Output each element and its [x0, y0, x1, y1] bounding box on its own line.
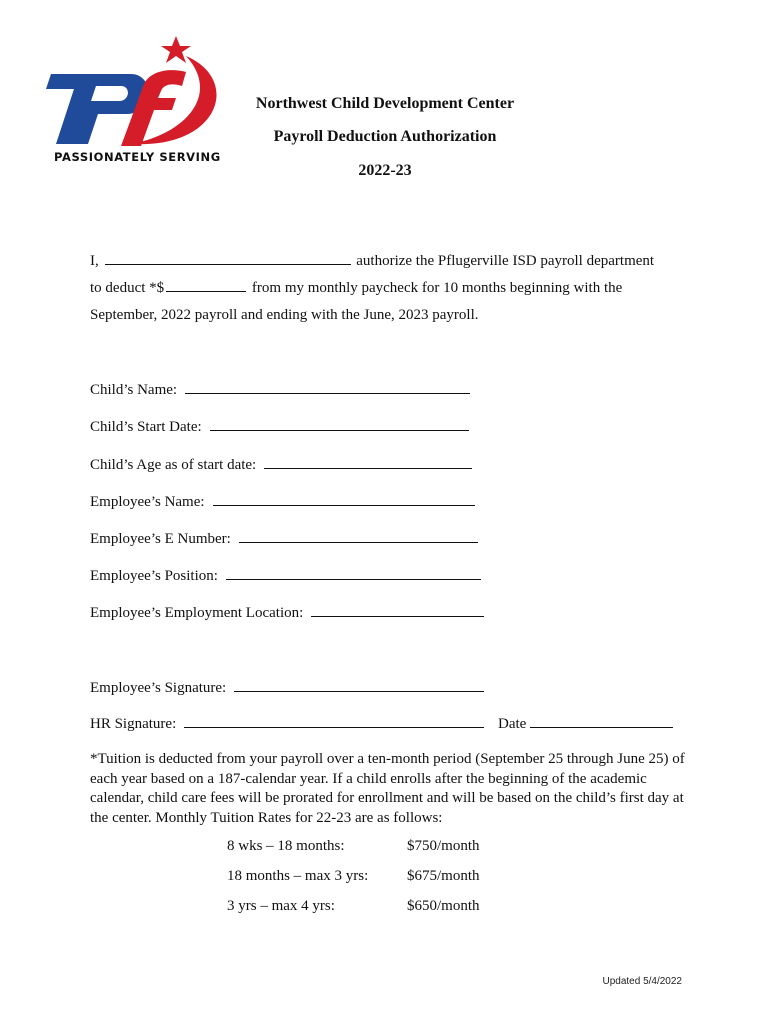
- tuition-note: *Tuition is deducted from your payroll over a ten-month period (September 25 through June 25) of each year based on a 187-calendar year. If a child enrolls after the beginning of the academic calendar, child care fees will be prorated for enrollment and will be based on the child’s first day at the center. Monthly Tuition Rates for 22-23 are as follows:: [90, 751, 685, 826]
- field-employment-location: Employee’s Employment Location:: [90, 602, 484, 622]
- employment-location-input[interactable]: [311, 602, 484, 617]
- date-input[interactable]: [530, 713, 673, 728]
- rate-label: 3 yrs – max 4 yrs:: [227, 898, 335, 914]
- authorization-line-3: September, 2022 payroll and ending with the June, 2023 payroll.: [90, 307, 479, 323]
- deduction-amount-blank[interactable]: [166, 290, 246, 292]
- field-employee-name: Employee’s Name:: [90, 491, 475, 511]
- employee-signature-input[interactable]: [234, 677, 484, 692]
- field-employee-e-number: Employee’s E Number:: [90, 528, 478, 548]
- form-year: 2022-23: [358, 162, 412, 179]
- hr-signature-input[interactable]: [184, 713, 484, 728]
- rate-label: 8 wks – 18 months:: [227, 838, 345, 854]
- authorization-line-2: to deduct *$ from my monthly paycheck for 10 months beginning with the: [90, 280, 623, 296]
- logo-tagline: PASSIONATELY SERVING: [54, 150, 221, 164]
- org-title: Northwest Child Development Center: [255, 95, 515, 112]
- employee-name-input[interactable]: [213, 491, 475, 506]
- childs-start-date-input[interactable]: [210, 416, 469, 431]
- employee-position-input[interactable]: [226, 565, 481, 580]
- rate-value: $750/month: [407, 838, 480, 854]
- rate-row: [0, 898, 770, 918]
- field-childs-start-date: Child’s Start Date:: [90, 416, 469, 436]
- childs-name-input[interactable]: [185, 379, 470, 394]
- rate-value: $675/month: [407, 868, 480, 884]
- rate-value: $650/month: [407, 898, 480, 914]
- employee-name-blank[interactable]: [105, 263, 351, 265]
- field-employee-position: Employee’s Position:: [90, 565, 481, 585]
- field-date: Date: [498, 713, 673, 733]
- rate-label: 18 months – max 3 yrs:: [227, 868, 369, 884]
- field-hr-signature: HR Signature:: [90, 713, 484, 733]
- rate-row: [0, 838, 770, 858]
- updated-date: Updated 5/4/2022: [602, 976, 682, 987]
- field-employee-signature: Employee’s Signature:: [90, 677, 484, 697]
- rate-row: [0, 868, 770, 888]
- field-childs-age: Child’s Age as of start date:: [90, 454, 472, 474]
- childs-age-input[interactable]: [264, 454, 472, 469]
- authorization-line-1: I, authorize the Pflugerville ISD payroll department: [90, 253, 655, 269]
- form-title: Payroll Deduction Authorization: [273, 128, 497, 145]
- field-childs-name: Child’s Name:: [90, 379, 470, 399]
- employee-e-number-input[interactable]: [239, 528, 478, 543]
